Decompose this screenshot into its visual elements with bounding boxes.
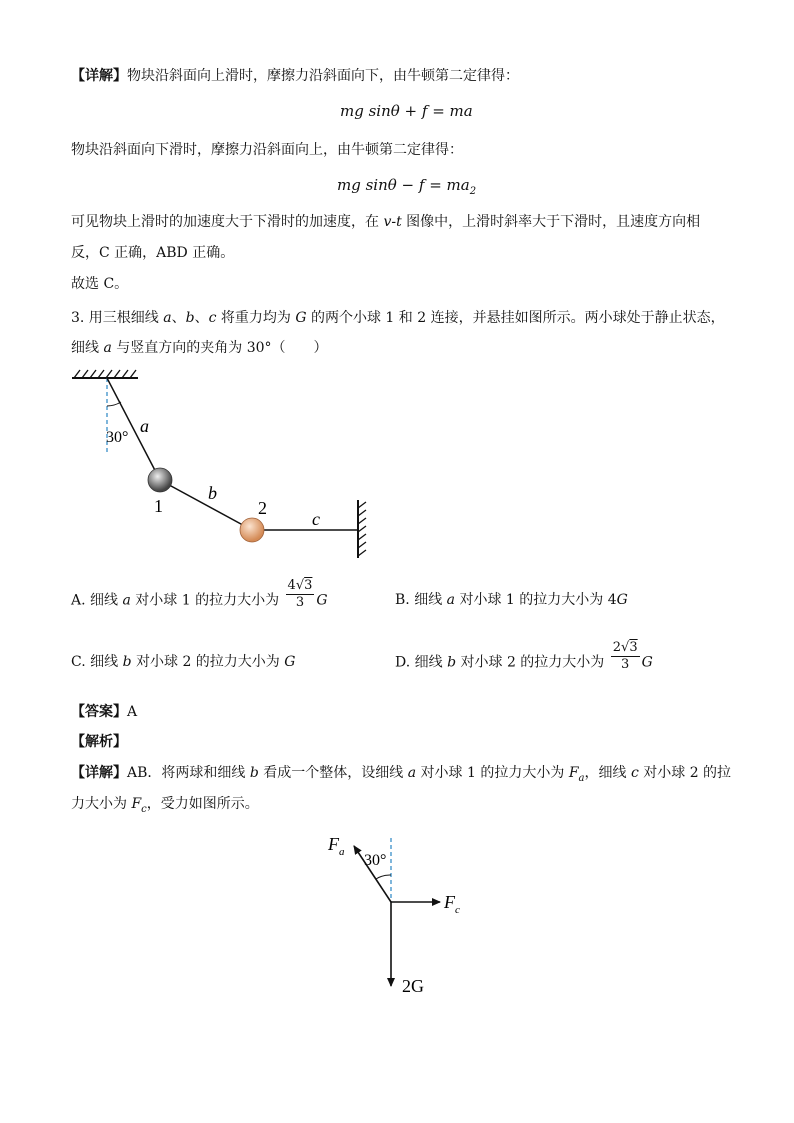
sub: a bbox=[578, 772, 585, 784]
unit: G bbox=[616, 592, 628, 608]
text: 与竖直方向的夹角为 30°（ ） bbox=[111, 340, 328, 356]
denominator: 3 bbox=[295, 595, 305, 610]
detail-line-1 bbox=[71, 66, 519, 86]
text: AB．将两球和细线 bbox=[127, 765, 250, 781]
string-b bbox=[160, 480, 252, 530]
text: 对小球 2 的拉力大小为 bbox=[131, 654, 285, 670]
text: 对小球 1 的拉力大小为 4 bbox=[455, 592, 617, 608]
option-d[interactable] bbox=[395, 640, 653, 673]
force-fa-label bbox=[327, 834, 345, 858]
angle-label: 30° bbox=[364, 852, 387, 869]
text: 可见物块上滑时的加速度大于下滑时的加速度，在 bbox=[71, 214, 384, 230]
figure-hanging-balls bbox=[60, 362, 390, 572]
option-c[interactable] bbox=[71, 652, 295, 672]
label-c: c bbox=[312, 509, 320, 529]
option-a[interactable] bbox=[71, 578, 328, 611]
text: 3. 用三根细线 bbox=[71, 310, 164, 326]
equation-2 bbox=[337, 176, 476, 197]
option-b[interactable] bbox=[395, 590, 628, 610]
text: 细线 bbox=[71, 340, 104, 356]
radicand: 3 bbox=[304, 578, 313, 593]
wall-hatch bbox=[358, 502, 366, 556]
var: F bbox=[568, 765, 579, 781]
text: 的两个小球 1 和 2 连接，并悬挂如图所示。两小球处于静止状态， bbox=[306, 310, 725, 326]
ball-1-label: 1 bbox=[154, 496, 163, 516]
question-3-line-2 bbox=[71, 338, 328, 358]
detail-line-2: 物块沿斜面向下滑时，摩擦力沿斜面向上，由牛顿第二定律得： bbox=[71, 142, 463, 158]
conclusion-line-2: 反，C 正确，ABD 正确。 bbox=[71, 245, 235, 261]
sub: c bbox=[141, 803, 147, 815]
fc-sub: c bbox=[455, 904, 460, 916]
equation-2-main: mg sinθ − f = ma bbox=[337, 176, 470, 194]
text: 看成一个整体，设细线 bbox=[258, 765, 408, 781]
answer-label: 【答案】 bbox=[71, 704, 127, 720]
equation-1: mg sinθ + f = ma bbox=[340, 102, 473, 120]
text: ，细线 bbox=[584, 765, 631, 781]
text: 对小球 2 的拉 bbox=[638, 765, 732, 781]
var: v-t bbox=[383, 214, 402, 230]
detail-label: 【详解】 bbox=[71, 68, 127, 84]
coef: 4 bbox=[287, 578, 296, 593]
conclusion-line-3: 故选 C。 bbox=[71, 276, 129, 292]
coef: 2 bbox=[612, 640, 622, 655]
ball-1 bbox=[148, 468, 172, 492]
detail-text: 物块沿斜面向上滑时，摩擦力沿斜面向下，由牛顿第二定律得： bbox=[127, 68, 519, 84]
var: c bbox=[208, 310, 217, 326]
text: 、 bbox=[194, 310, 209, 326]
text: 将重力均为 bbox=[216, 310, 296, 326]
ceiling-hatch bbox=[74, 370, 136, 378]
label-a: a bbox=[140, 416, 149, 436]
var: a bbox=[407, 765, 417, 781]
text: ，受力如图所示。 bbox=[146, 796, 259, 812]
text: 力大小为 bbox=[71, 796, 132, 812]
radicand: 3 bbox=[629, 640, 638, 655]
analysis-line bbox=[71, 732, 127, 752]
detail-3-line-2 bbox=[71, 794, 259, 820]
figure-force-diagram bbox=[318, 828, 488, 1003]
weight-label: 2G bbox=[402, 976, 424, 996]
detail-3-line-1 bbox=[71, 763, 731, 789]
fraction: $\frac{2√3}{3}$ bbox=[612, 640, 638, 672]
question-3-line-1 bbox=[71, 308, 725, 328]
fc-main: F bbox=[444, 892, 455, 912]
denominator: 3 bbox=[621, 657, 630, 672]
angle-arc bbox=[107, 402, 121, 406]
ball-2-label: 2 bbox=[258, 498, 267, 518]
equation-2-sub: 2 bbox=[469, 186, 477, 197]
unit: G bbox=[316, 592, 328, 609]
force-fc-label bbox=[443, 892, 460, 916]
var: b bbox=[185, 310, 195, 326]
fa-main: F bbox=[328, 834, 339, 854]
ball-2 bbox=[240, 518, 264, 542]
var: a bbox=[446, 592, 455, 608]
var: F bbox=[131, 796, 142, 812]
text: 图像中，上滑时斜率大于下滑时，且速度方向相 bbox=[401, 214, 701, 230]
answer-value: A bbox=[127, 704, 138, 720]
fa-sub: a bbox=[339, 846, 345, 858]
unit: G bbox=[641, 654, 653, 671]
var: b bbox=[249, 765, 259, 781]
angle-arc bbox=[376, 875, 391, 879]
text: A. 细线 bbox=[71, 592, 123, 609]
detail-label: 【详解】 bbox=[71, 765, 127, 781]
text: C. 细线 bbox=[71, 654, 123, 670]
var: a bbox=[122, 592, 131, 609]
var: c bbox=[630, 765, 639, 781]
conclusion-line-1 bbox=[71, 212, 700, 232]
text: D. 细线 bbox=[395, 654, 448, 671]
fraction: $\frac{4√3}{3}$ bbox=[287, 578, 313, 610]
answer-line bbox=[71, 702, 137, 722]
text: 对小球 2 的拉力大小为 bbox=[456, 654, 609, 671]
var: b bbox=[447, 654, 457, 671]
var: G bbox=[295, 310, 307, 326]
var: a bbox=[103, 340, 112, 356]
var: a bbox=[163, 310, 172, 326]
analysis-label: 【解析】 bbox=[71, 734, 127, 750]
text: 对小球 1 的拉力大小为 bbox=[416, 765, 569, 781]
angle-label: 30° bbox=[106, 429, 129, 446]
text: B. 细线 bbox=[395, 592, 447, 608]
var: b bbox=[122, 654, 132, 670]
text: 、 bbox=[171, 310, 186, 326]
label-b: b bbox=[208, 483, 217, 503]
text: 对小球 1 的拉力大小为 bbox=[130, 592, 284, 609]
unit: G bbox=[284, 654, 296, 670]
